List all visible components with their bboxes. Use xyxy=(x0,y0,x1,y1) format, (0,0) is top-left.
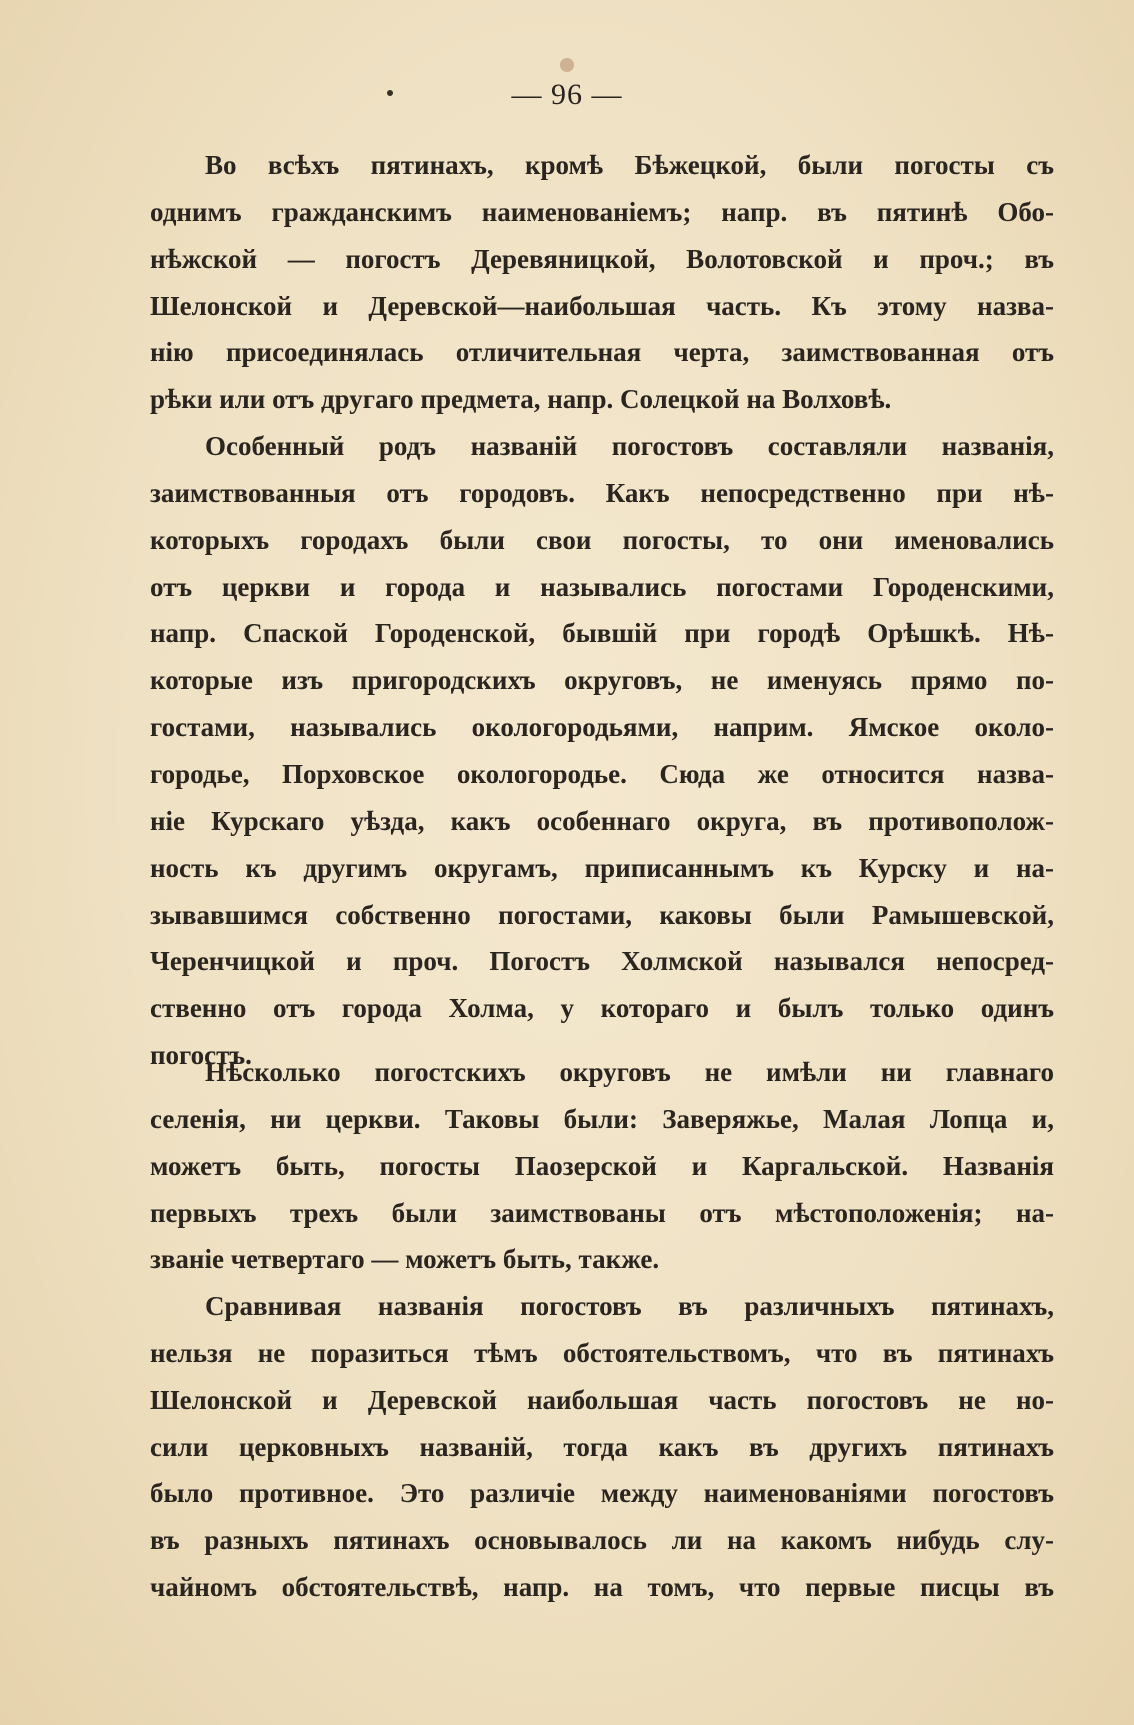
text-line: чайномъ обстоятельствѣ, напр. на томъ, что первые писцы въ xyxy=(150,1572,1054,1603)
paragraph-3 xyxy=(150,1049,1054,1283)
text-line: ность къ другимъ округамъ, приписаннымъ къ Курску и на- xyxy=(150,852,1054,883)
text-line: было противное. Это различіе между наименованіями погостовъ xyxy=(150,1478,1054,1509)
text-line: Особенный родъ названій погостовъ составляли названія, xyxy=(205,431,1054,462)
text-line: однимъ гражданскимъ наименованіемъ; напр. въ пятинѣ Обо- xyxy=(150,196,1054,227)
text-line: Черенчицкой и проч. Погостъ Холмской назывался непосред- xyxy=(150,946,1054,977)
text-line: ственно отъ города Холма, у котораго и былъ только одинъ xyxy=(150,993,1054,1024)
text-line: Во всѣхъ пятинахъ, кромѣ Бѣжецкой, были погосты съ xyxy=(205,150,1054,180)
text-line: которыхъ городахъ были свои погосты, то они именовались xyxy=(150,524,1054,555)
text-line: въ разныхъ пятинахъ основывалось ли на какомъ нибудь слу- xyxy=(150,1525,1054,1556)
text-line: званіе четвертаго — можетъ быть, также. xyxy=(150,1244,660,1275)
text-line: погостъ. xyxy=(150,1040,252,1071)
text-line: Сравнивая названія погостовъ въ различныхъ пятинахъ, xyxy=(205,1291,1054,1321)
text-line: нельзя не поразиться тѣмъ обстоятельствомъ, что въ пятинахъ xyxy=(150,1337,1054,1368)
text-line: нѣжской — погостъ Деревяницкой, Волотовской и проч.; въ xyxy=(150,243,1054,274)
text-line: нію присоединялась отличительная черта, заимствованная отъ xyxy=(150,337,1054,368)
text-line: городье, Порховское окологородье. Сюда же относится назва- xyxy=(150,758,1054,789)
text-line: зывавшимся собственно погостами, каковы были Рамышевской, xyxy=(150,899,1054,930)
text-line: рѣки или отъ другаго предмета, напр. Солецкой на Волховѣ. xyxy=(150,384,892,415)
text-line: заимствованныя отъ городовъ. Какъ непосредственно при нѣ- xyxy=(150,477,1054,508)
text-line: напр. Спаской Городенской, бывшій при городѣ Орѣшкѣ. Нѣ- xyxy=(150,618,1054,649)
text-line: которые изъ пригородскихъ округовъ, не именуясь прямо по- xyxy=(150,665,1054,696)
text-line: сили церковныхъ названій, тогда какъ въ другихъ пятинахъ xyxy=(150,1431,1054,1462)
text-line: можетъ быть, погосты Паозерской и Каргальской. Названія xyxy=(150,1150,1054,1181)
text-line: селенія, ни церкви. Таковы были: Заверяжье, Малая Лопца и, xyxy=(150,1103,1054,1134)
text-line: ніе Курскаго уѣзда, какъ особеннаго округа, въ противополож- xyxy=(150,805,1054,836)
text-line: Нѣсколько погостскихъ округовъ не имѣли ни главнаго xyxy=(205,1057,1054,1087)
text-line: отъ церкви и города и назывались погостами Городенскими, xyxy=(150,571,1054,602)
text-line: Шелонской и Деревской наибольшая часть погостовъ не но- xyxy=(150,1384,1054,1415)
paper-stain xyxy=(560,58,574,72)
text-line: Шелонской и Деревской—наибольшая часть. Къ этому назва- xyxy=(150,290,1054,321)
page-number: — 96 — xyxy=(511,78,623,111)
paragraph-4 xyxy=(150,1283,1054,1611)
text-line: гостами, назывались окологородьями, наприм. Ямское около- xyxy=(150,712,1054,743)
text-line: первыхъ трехъ были заимствованы отъ мѣстоположенія; на- xyxy=(150,1197,1054,1228)
paragraph-1 xyxy=(150,142,1054,1079)
